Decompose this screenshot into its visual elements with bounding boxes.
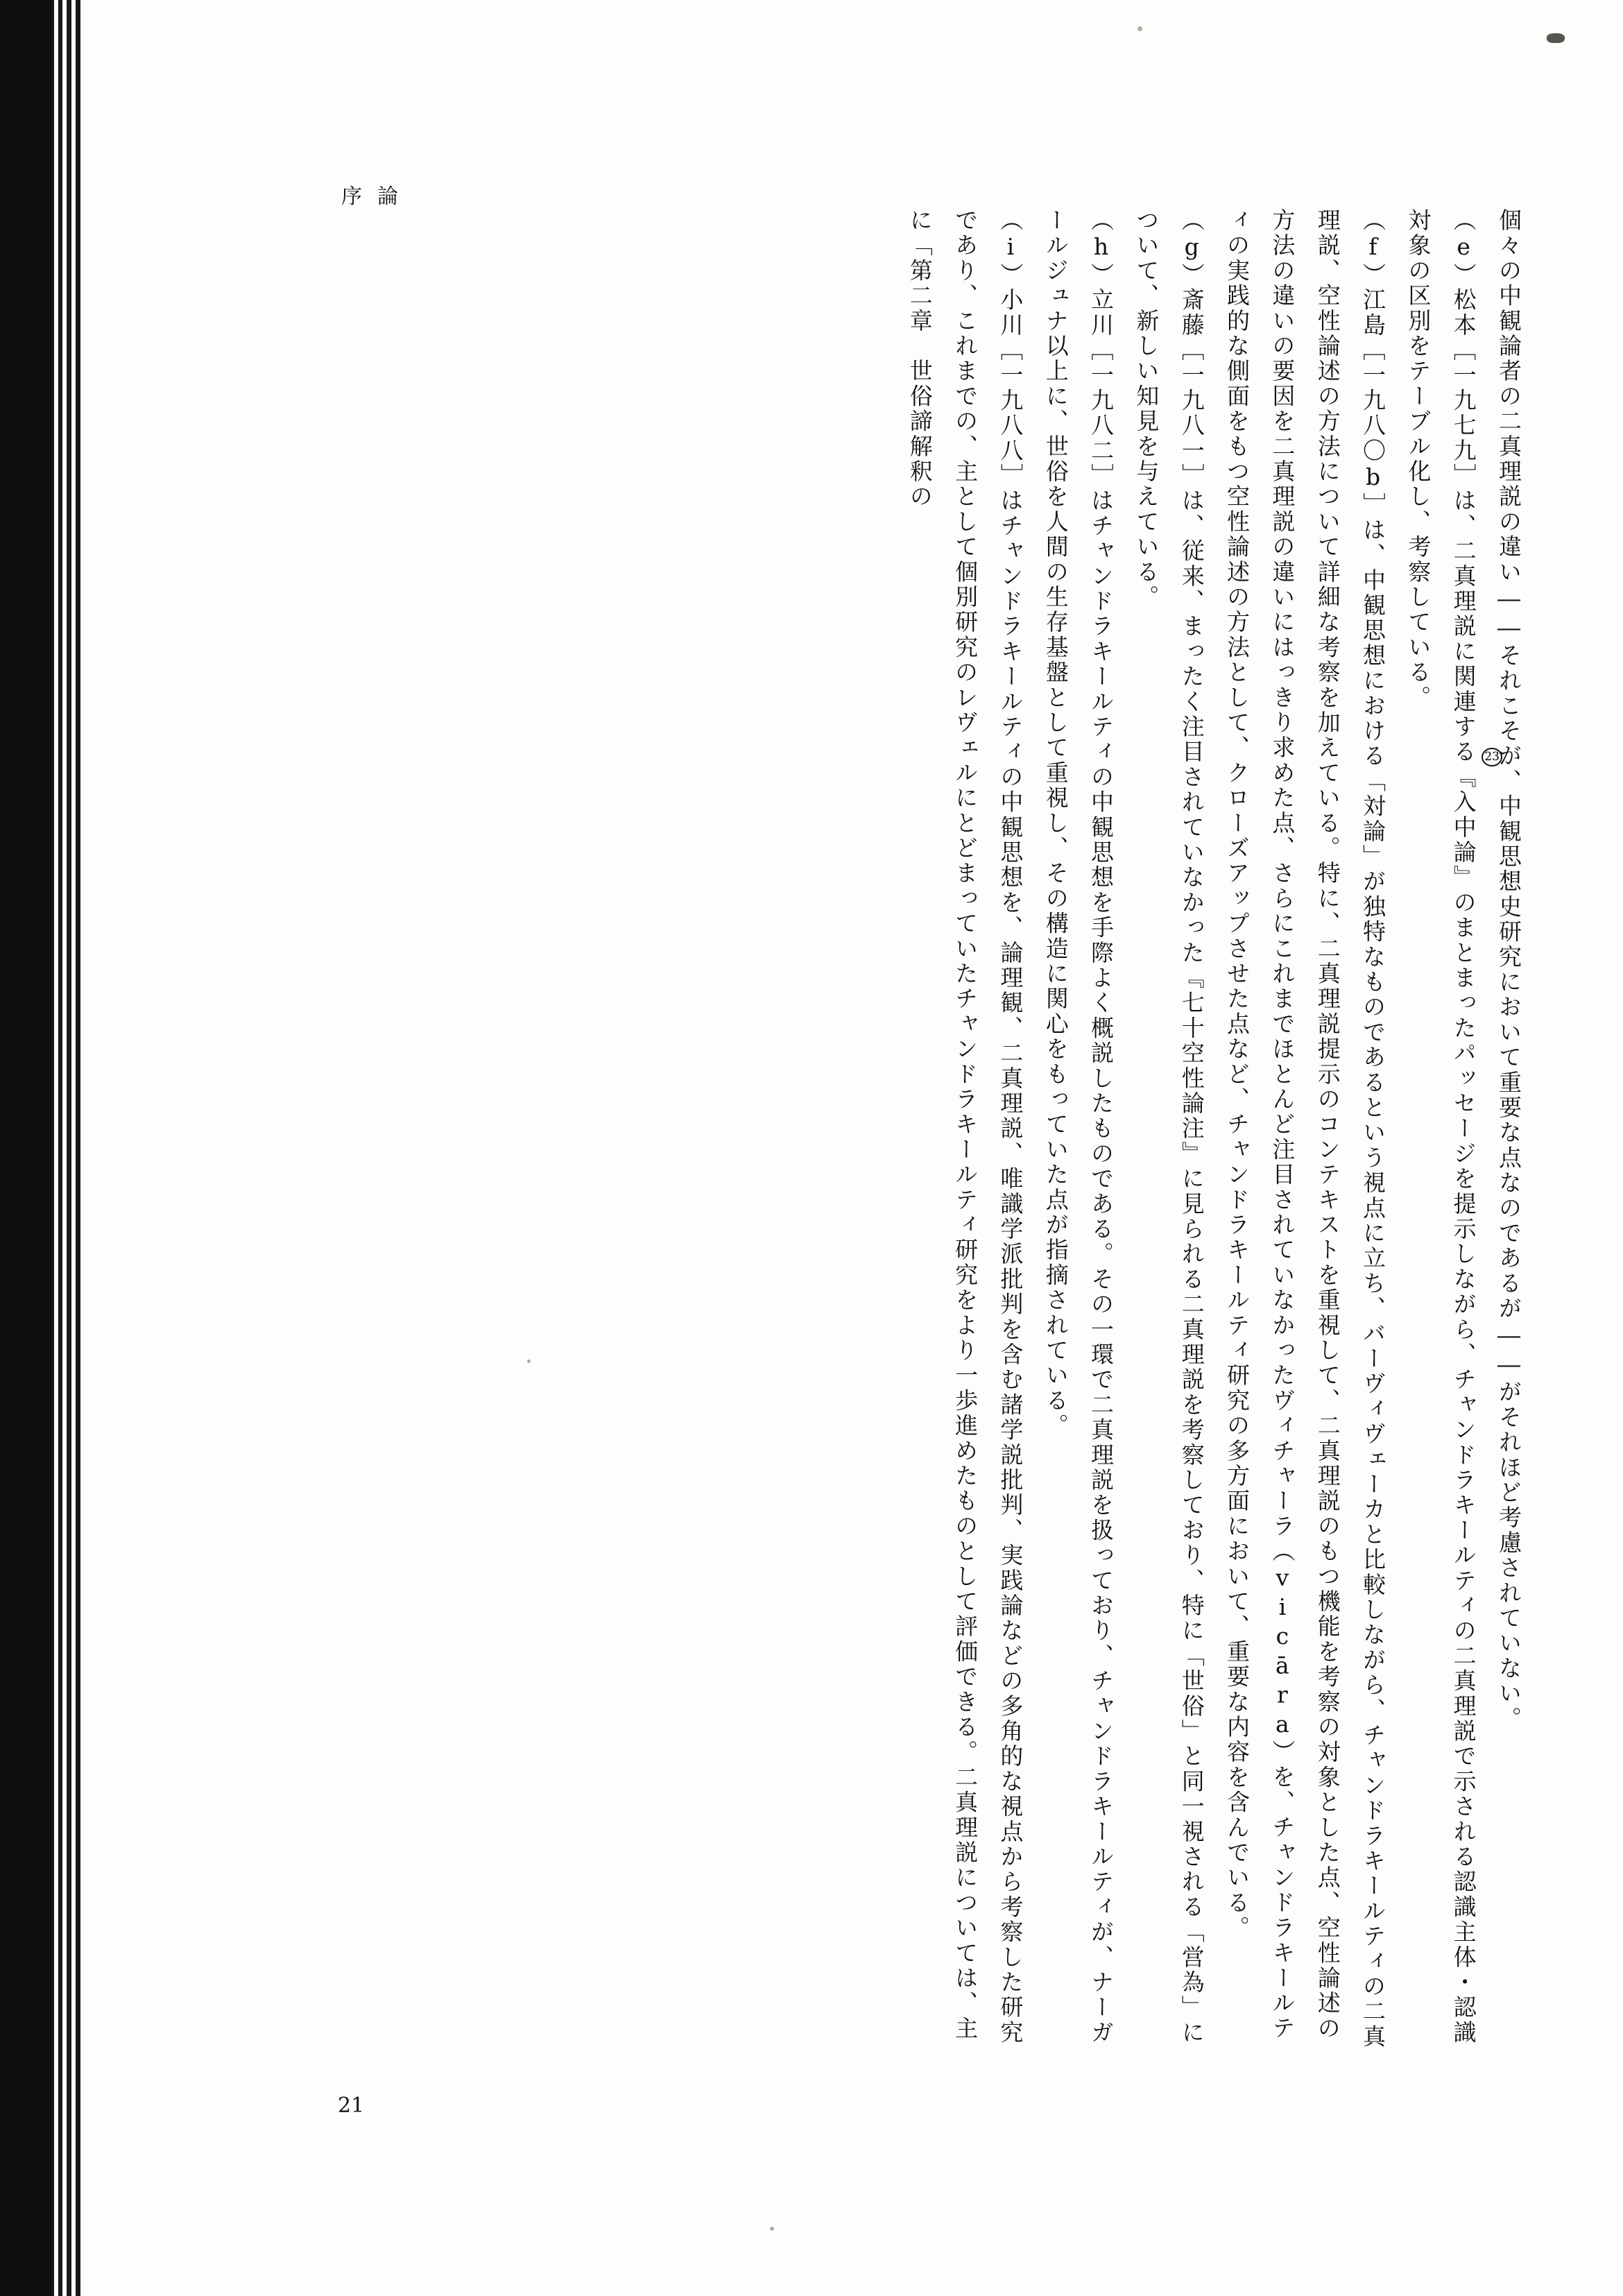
scan-edge-highlight-2 [62, 0, 67, 2296]
paragraph-3: （f）江島［一九八〇b］は、中観思想における「対論」が独特なものであるという視点に立ち、バーヴィヴェーカと比較しながら、チャンドラキールティの二真理説、空性論述の方法について詳細な考察を加えている。特に、二真理説提示のコンテキストを重視して、二真理説のもつ機能を考察の対象とした点、空性論述の方法の違いの要因を二真理説の違いにはっきり求めた点、さらにこれまでほとんど注目されていなかったヴィチャーラ（vicāra）を、チャンドラキールティの実践的な側面をもつ空性論述の方法として、クローズアップさせた点など、チャンドラキールティ研究の多方面において、重要な内容を含んでいる。 [1223, 208, 1387, 2050]
page-number: 21 [338, 2093, 365, 2118]
scan-speck [1137, 26, 1142, 31]
scan-speck [527, 1360, 531, 1363]
footnote-marker-number: 23 [1482, 748, 1502, 766]
scan-speck [1547, 33, 1565, 43]
body-text-vertical [897, 208, 1531, 2053]
scan-speck [770, 2227, 774, 2231]
footnote-marker [1480, 748, 1501, 766]
paragraph-1: 個々の中観論者の二真理説の違い――それこそが、中観思想史研究において重要な点なのであるが――がそれほど考慮されていない。 [1495, 208, 1522, 1731]
paragraph-4: （g）斎藤［一九八一］は、従来、まったく注目されていなかった『七十空性論注』に見られる二真理説を考察しており、特に「世俗」と同一視される「営為」について、新しい知見を与えている。 [1133, 208, 1205, 2046]
paragraph-6: （i）小川［一九八八］はチャンドラキールティの中観思想を、論理観、二真理説、唯識学派批判を含む諸学説批判、実践論などの多角的な視点から考察した研究であり、これまでの、主として個別研究のレヴェルにとどまっていたチャンドラキールティ研究をより一歩進めたものとして評価できる。二真理説については、主に「第二章 世俗諦解釈の [906, 208, 1024, 2046]
scan-edge-shadow [0, 0, 51, 2296]
running-head: 序論 [341, 185, 413, 209]
scan-edge-highlight-3 [71, 0, 76, 2296]
paragraph-2: （e）松本［一九七九］は、二真理説に関連する『入中論』のまとまったパッセージを提示しながら、チャンドラキールティの二真理説で示される認識主体・認識対象の区別をテーブル化し、考察している。 [1405, 208, 1477, 2046]
scan-edge-highlight-1 [54, 0, 58, 2296]
paragraph-5: （h）立川［一九八二］はチャンドラキールティの中観思想を手際よく概説したものである。その一環で二真理説を扱っており、チャンドラキールティが、ナーガールジュナ以上に、世俗を人間の生存基盤として重視し、その構造に関心をもっていた点が指摘されている。 [1042, 208, 1115, 2046]
